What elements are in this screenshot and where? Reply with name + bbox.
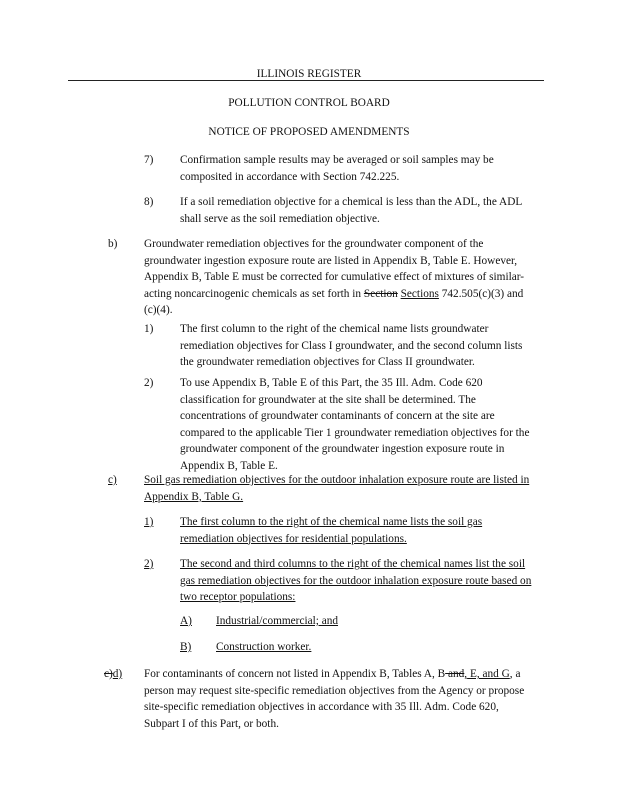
item-b1-text: The first column to the right of the chemical name lists groundwater remediation objectives for Class I groundwater, and the second column lists the groundwater remediation objectives for Class II groundwater. (180, 323, 523, 368)
notice-title: NOTICE OF PROPOSED AMENDMENTS (208, 126, 410, 138)
item-7-text: Confirmation sample results may be averaged or soil samples may be composited in accordance with Section 742.225. (180, 154, 494, 183)
item-b-text-end: 742.505(c)(3) and (c)(4). (144, 287, 524, 316)
item-d-new-marker: d) (112, 668, 123, 680)
item-cA-marker: A) (180, 615, 192, 627)
item-b1-marker: 1) (144, 323, 154, 335)
item-b2-text: To use Appendix B, Table E of this Part, the 35 Ill. Adm. Code 620 classification for groundwater at the site shall be determined. The concentrations of groundwater contaminants of concern at the site are compared to the applicable Tier 1 groundwater remediation objectives for the groundwater component of the groundwater ingestion exposure route in Appendix B, Table E. (180, 377, 530, 472)
item-8-marker: 8) (144, 196, 154, 208)
item-cB-marker: B) (180, 641, 192, 653)
item-b-struck-text: Section (363, 287, 398, 300)
board-title: POLLUTION CONTROL BOARD (228, 97, 390, 109)
item-b2-marker: 2) (144, 377, 154, 389)
item-cA-text: Industrial/commercial; and (216, 615, 339, 627)
item-d-marker (104, 666, 122, 683)
item-7-marker: 7) (144, 154, 154, 166)
item-c2-marker: 2) (144, 558, 154, 570)
item-b-text-main: Groundwater remediation objectives for the groundwater component of the groundwater ingestion exposure route are listed in Appendix B, Table E. However, Appendix B, Table E must be corrected for cumulative effect of mixtures of similar-acting noncarcinogenic chemicals as set forth in (144, 238, 525, 300)
item-d-text-b: , a person may request site-specific remediation objectives from the Agency or propose site-specific remediation objectives in accordance with 35 Ill. Adm. Code 620, Subpart I of this Part, or both. (144, 668, 525, 730)
item-cB-text: Construction worker. (216, 641, 312, 653)
item-c-text: Soil gas remediation objectives for the outdoor inhalation exposure route are listed in Appendix B, Table G. (144, 474, 530, 503)
item-c1-marker: 1) (144, 516, 154, 528)
header-rule (68, 80, 544, 81)
item-d-old-marker: c) (104, 668, 113, 680)
item-d-text (144, 666, 536, 732)
item-d-inserted-comma: , (464, 668, 468, 680)
item-b-inserted-text: Sections (400, 287, 439, 300)
register-title: ILLINOIS REGISTER (256, 68, 362, 80)
item-c-marker: c) (108, 474, 117, 486)
item-d-text-a: For contaminants of concern not listed in Appendix B, Tables A, B (144, 668, 446, 680)
item-c1-text: The first column to the right of the chemical name lists the soil gas remediation objectives for residential populations. (180, 516, 483, 545)
item-8-text: If a soil remediation objective for a chemical is less than the ADL, the ADL shall serve as the soil remediation objective. (180, 196, 522, 225)
item-b-marker: b) (108, 238, 118, 250)
item-d-inserted-g: E, and G (467, 668, 510, 680)
item-c2-text: The second and third columns to the right of the chemical names list the soil gas remediation objectives for the outdoor inhalation exposure route based on two receptor populations: (180, 558, 532, 603)
item-d-struck-and: and (445, 668, 465, 680)
item-b-text (144, 236, 534, 319)
